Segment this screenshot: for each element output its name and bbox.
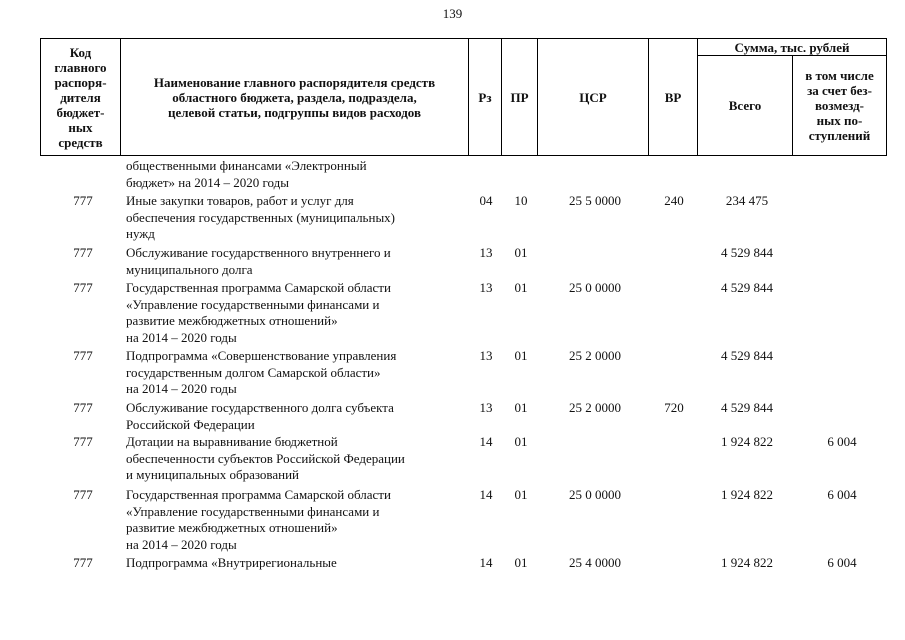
row-name: Обслуживание государственного внутреннего и муниципального долга: [126, 245, 391, 277]
row-csr: 25 4 0000: [569, 555, 621, 570]
row-total: 4 529 844: [721, 245, 773, 260]
row-code: 777: [73, 245, 93, 260]
row-code: 777: [73, 555, 93, 570]
header-vr: ВР: [664, 89, 682, 105]
row-pr: 01: [514, 555, 528, 570]
row-code: 777: [73, 400, 93, 415]
row-name: Государственная программа Самарской области «Управление государственными финансами и развитие межбюджетных отношений» на 2014 – 2020 годы: [126, 280, 391, 345]
row-csr: 25 2 0000: [569, 400, 621, 415]
row-rz: 14: [479, 434, 493, 449]
row-vr: 240: [664, 193, 684, 208]
row-vr: 720: [664, 400, 684, 415]
row-free-receipts: 6 004: [827, 487, 857, 502]
header-csr: ЦСР: [579, 89, 607, 105]
row-name: Подпрограмма «Совершенствование управления государственным долгом Самарской области» на 2014 – 2020 годы: [126, 348, 397, 396]
row-name: Подпрограмма «Внутрирегиональные: [126, 555, 337, 570]
row-free-receipts: 6 004: [827, 555, 857, 570]
row-csr: 25 0 0000: [569, 487, 621, 502]
table-header: [40, 38, 887, 156]
row-code: 777: [73, 193, 93, 208]
header-code: Код главного распоря- дителя бюджет- ных средств: [54, 44, 107, 150]
row-code: 777: [73, 348, 93, 363]
row-csr: 25 5 0000: [569, 193, 621, 208]
row-rz: 13: [479, 348, 493, 363]
row-name: общественными финансами «Электронный бюджет» на 2014 – 2020 годы: [126, 158, 367, 190]
header-sum-group: Сумма, тыс. рублей: [734, 39, 850, 55]
row-total: 1 924 822: [721, 555, 773, 570]
header-rz: Рз: [478, 89, 492, 105]
row-total: 4 529 844: [721, 348, 773, 363]
row-total: 234 475: [725, 193, 769, 208]
row-pr: 01: [514, 400, 528, 415]
row-rz: 13: [479, 400, 493, 415]
header-total: Всего: [728, 98, 762, 113]
row-csr: 25 0 0000: [569, 280, 621, 295]
row-code: 777: [73, 434, 93, 449]
row-rz: 13: [479, 245, 493, 260]
row-pr: 01: [514, 245, 528, 260]
page-number: 139: [442, 6, 463, 21]
row-total: 4 529 844: [721, 280, 773, 295]
row-total: 4 529 844: [721, 400, 773, 415]
row-pr: 01: [514, 434, 528, 449]
row-code: 777: [73, 487, 93, 502]
row-name: Обслуживание государственного долга субъекта Российской Федерации: [126, 400, 394, 432]
row-rz: 14: [479, 487, 493, 502]
row-rz: 04: [479, 193, 493, 208]
row-pr: 01: [514, 348, 528, 363]
row-total: 1 924 822: [721, 434, 773, 449]
row-code: 777: [73, 280, 93, 295]
row-total: 1 924 822: [721, 487, 773, 502]
row-name: Иные закупки товаров, работ и услуг для обеспечения государственных (муниципальных) нужд: [126, 193, 396, 241]
row-free-receipts: 6 004: [827, 434, 857, 449]
row-pr: 01: [514, 280, 528, 295]
row-rz: 14: [479, 555, 493, 570]
row-name: Дотации на выравнивание бюджетной обеспеченности субъектов Российской Федерации и муниципальных образований: [126, 434, 405, 482]
header-pr: ПР: [510, 89, 529, 105]
row-name: Государственная программа Самарской области «Управление государственными финансами и развитие межбюджетных отношений» на 2014 – 2020 годы: [126, 487, 391, 552]
row-pr: 10: [514, 193, 528, 208]
row-pr: 01: [514, 487, 528, 502]
row-rz: 13: [479, 280, 493, 295]
header-free-receipts: в том числе за счет без- возмезд- ных по- ступлений: [805, 68, 874, 143]
header-name: Наименование главного распорядителя средств областного бюджета, раздела, подраздела, целевой статьи, подгруппы видов расходов: [153, 74, 436, 120]
row-csr: 25 2 0000: [569, 348, 621, 363]
